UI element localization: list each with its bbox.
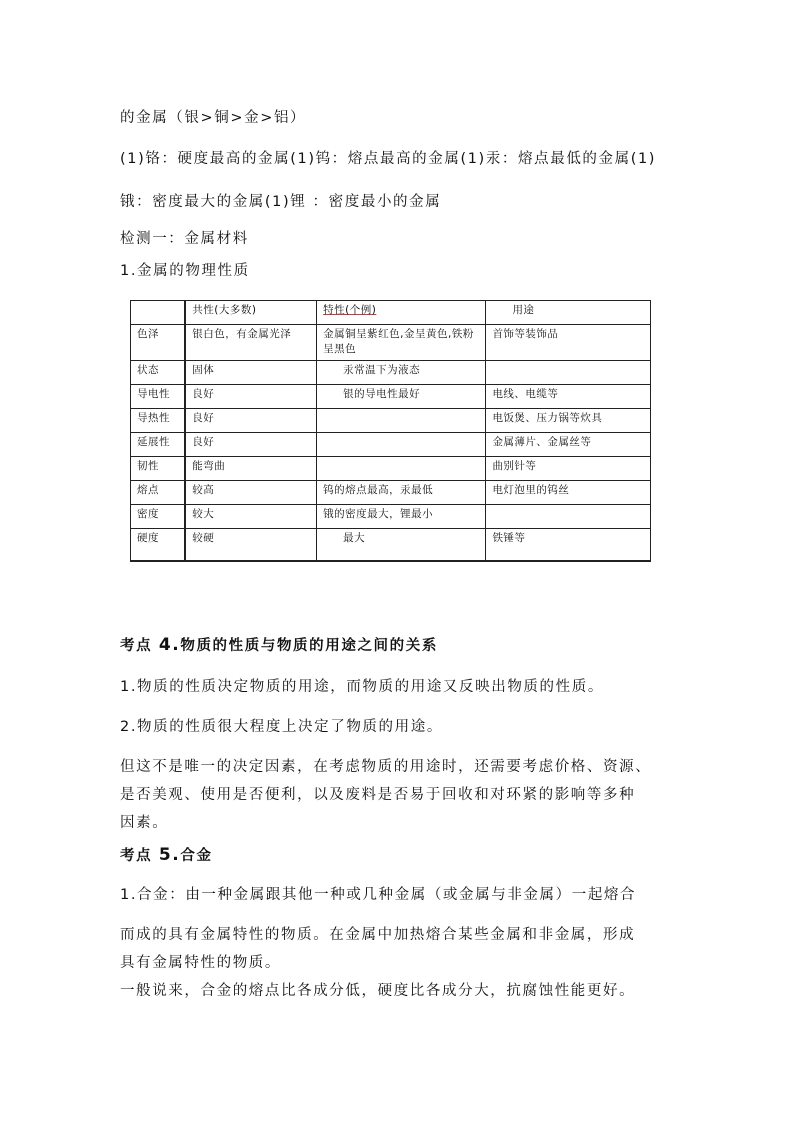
section-4-heading [120,635,438,656]
section-5-paragraph-2-line-1: 而成的具有金属特性的物质。在金属中加热熔合某些金属和非金属，形成 [120,927,636,943]
table-cell: 银的导电性最好 [317,385,486,409]
table-header-cell: 共性(大多数) [185,301,316,325]
section-4-prefix: 考点 [120,638,153,654]
table-cell: 电线、电缆等 [486,385,651,409]
section-4-paragraph-1: 1.物质的性质决定物质的用途，而物质的用途又反映出物质的性质。 [120,679,604,695]
table-cell: 电灯泡里的钨丝 [486,481,651,505]
table-cell: 良好 [185,385,316,409]
table-cell: 硬度 [131,529,186,562]
section-5-paragraph-2-line-2: 具有金属特性的物质。 [120,955,281,971]
table-cell [317,433,486,457]
table-cell: 较大 [185,505,316,529]
table-cell [317,457,486,481]
table-cell: 铁锤等 [486,529,651,562]
table-row [131,457,651,481]
table-header-cell [317,301,486,325]
table-row [131,505,651,529]
table-cell: 曲别针等 [486,457,651,481]
section-5-title: 合金 [180,848,213,864]
text-line-1: 的金属（银>铜>金>铝） [120,110,307,126]
table-cell: 固体 [185,361,316,385]
table-cell: 良好 [185,433,316,457]
section-4-paragraph-2: 2.物质的性质很大程度上决定了物质的用途。 [120,719,443,735]
header-special-label: 特性(个例) [323,304,377,316]
heading-physical-properties: 1.金属的物理性质 [120,263,250,279]
table-cell: 密度 [131,505,186,529]
table-cell: 延展性 [131,433,186,457]
section-4-number: 4. [158,635,181,655]
table-row [131,409,651,433]
section-5-prefix: 考点 [120,848,153,864]
section-4-paragraph-3-line-2: 是否美观、使用是否便利，以及废料是否易于回收和对环紧的影响等多种 [120,787,636,803]
section-4-paragraph-3-line-1: 但这不是唯一的决定因素，在考虑物质的用途时，还需要考虑价格、资源、 [120,759,652,775]
table-cell: 良好 [185,409,316,433]
table-cell: 首饰等装饰品 [486,325,651,361]
section-5-paragraph-3: 一般说来，合金的熔点比各成分低，硬度比各成分大，抗腐蚀性能更好。 [120,983,636,999]
table-cell: 导热性 [131,409,186,433]
table-cell: 汞常温下为液态 [317,361,486,385]
physical-properties-table [130,300,651,562]
table-cell: 熔点 [131,481,186,505]
section-5-number: 5. [158,845,181,865]
table-row [131,529,651,562]
table-header-cell: 用途 [486,301,651,325]
text-line-2: (1)铬：硬度最高的金属(1)钨：熔点最高的金属(1)汞：熔点最低的金属(1) [120,151,657,167]
heading-check-one: 检测一：金属材料 [120,231,249,247]
table-cell: 导电性 [131,385,186,409]
section-4-paragraph-3-line-3: 因素。 [120,815,169,831]
table-cell: 状态 [131,361,186,385]
table-cell: 钨的熔点最高，汞最低 [317,481,486,505]
section-4-title: 物质的性质与物质的用途之间的关系 [180,638,438,654]
table-cell: 锇的密度最大，锂最小 [317,505,486,529]
table-row [131,325,651,361]
table-cell: 能弯曲 [185,457,316,481]
table-cell: 银白色，有金属光泽 [185,325,316,361]
table-cell: 金属铜呈紫红色,金呈黄色,铁粉呈黑色 [317,325,486,361]
table-cell: 最大 [317,529,486,562]
table-cell [486,505,651,529]
section-5-heading [120,845,213,866]
table-row [131,433,651,457]
table-header-cell [131,301,186,325]
table-cell: 色泽 [131,325,186,361]
table-cell: 较硬 [185,529,316,562]
table-cell: 电饭煲、压力锅等炊具 [486,409,651,433]
table-cell: 金属薄片、金属丝等 [486,433,651,457]
table-row [131,481,651,505]
table-header-row [131,301,651,325]
section-5-paragraph-1: 1.合金：由一种金属跟其他一种或几种金属（或金属与非金属）一起熔合 [120,887,637,903]
table-cell: 韧性 [131,457,186,481]
table-cell [317,409,486,433]
text-line-3: 锇：密度最大的金属(1)锂 ：密度最小的金属 [120,194,442,210]
table-cell: 较高 [185,481,316,505]
table-row [131,361,651,385]
table-cell [486,361,651,385]
table-row [131,385,651,409]
